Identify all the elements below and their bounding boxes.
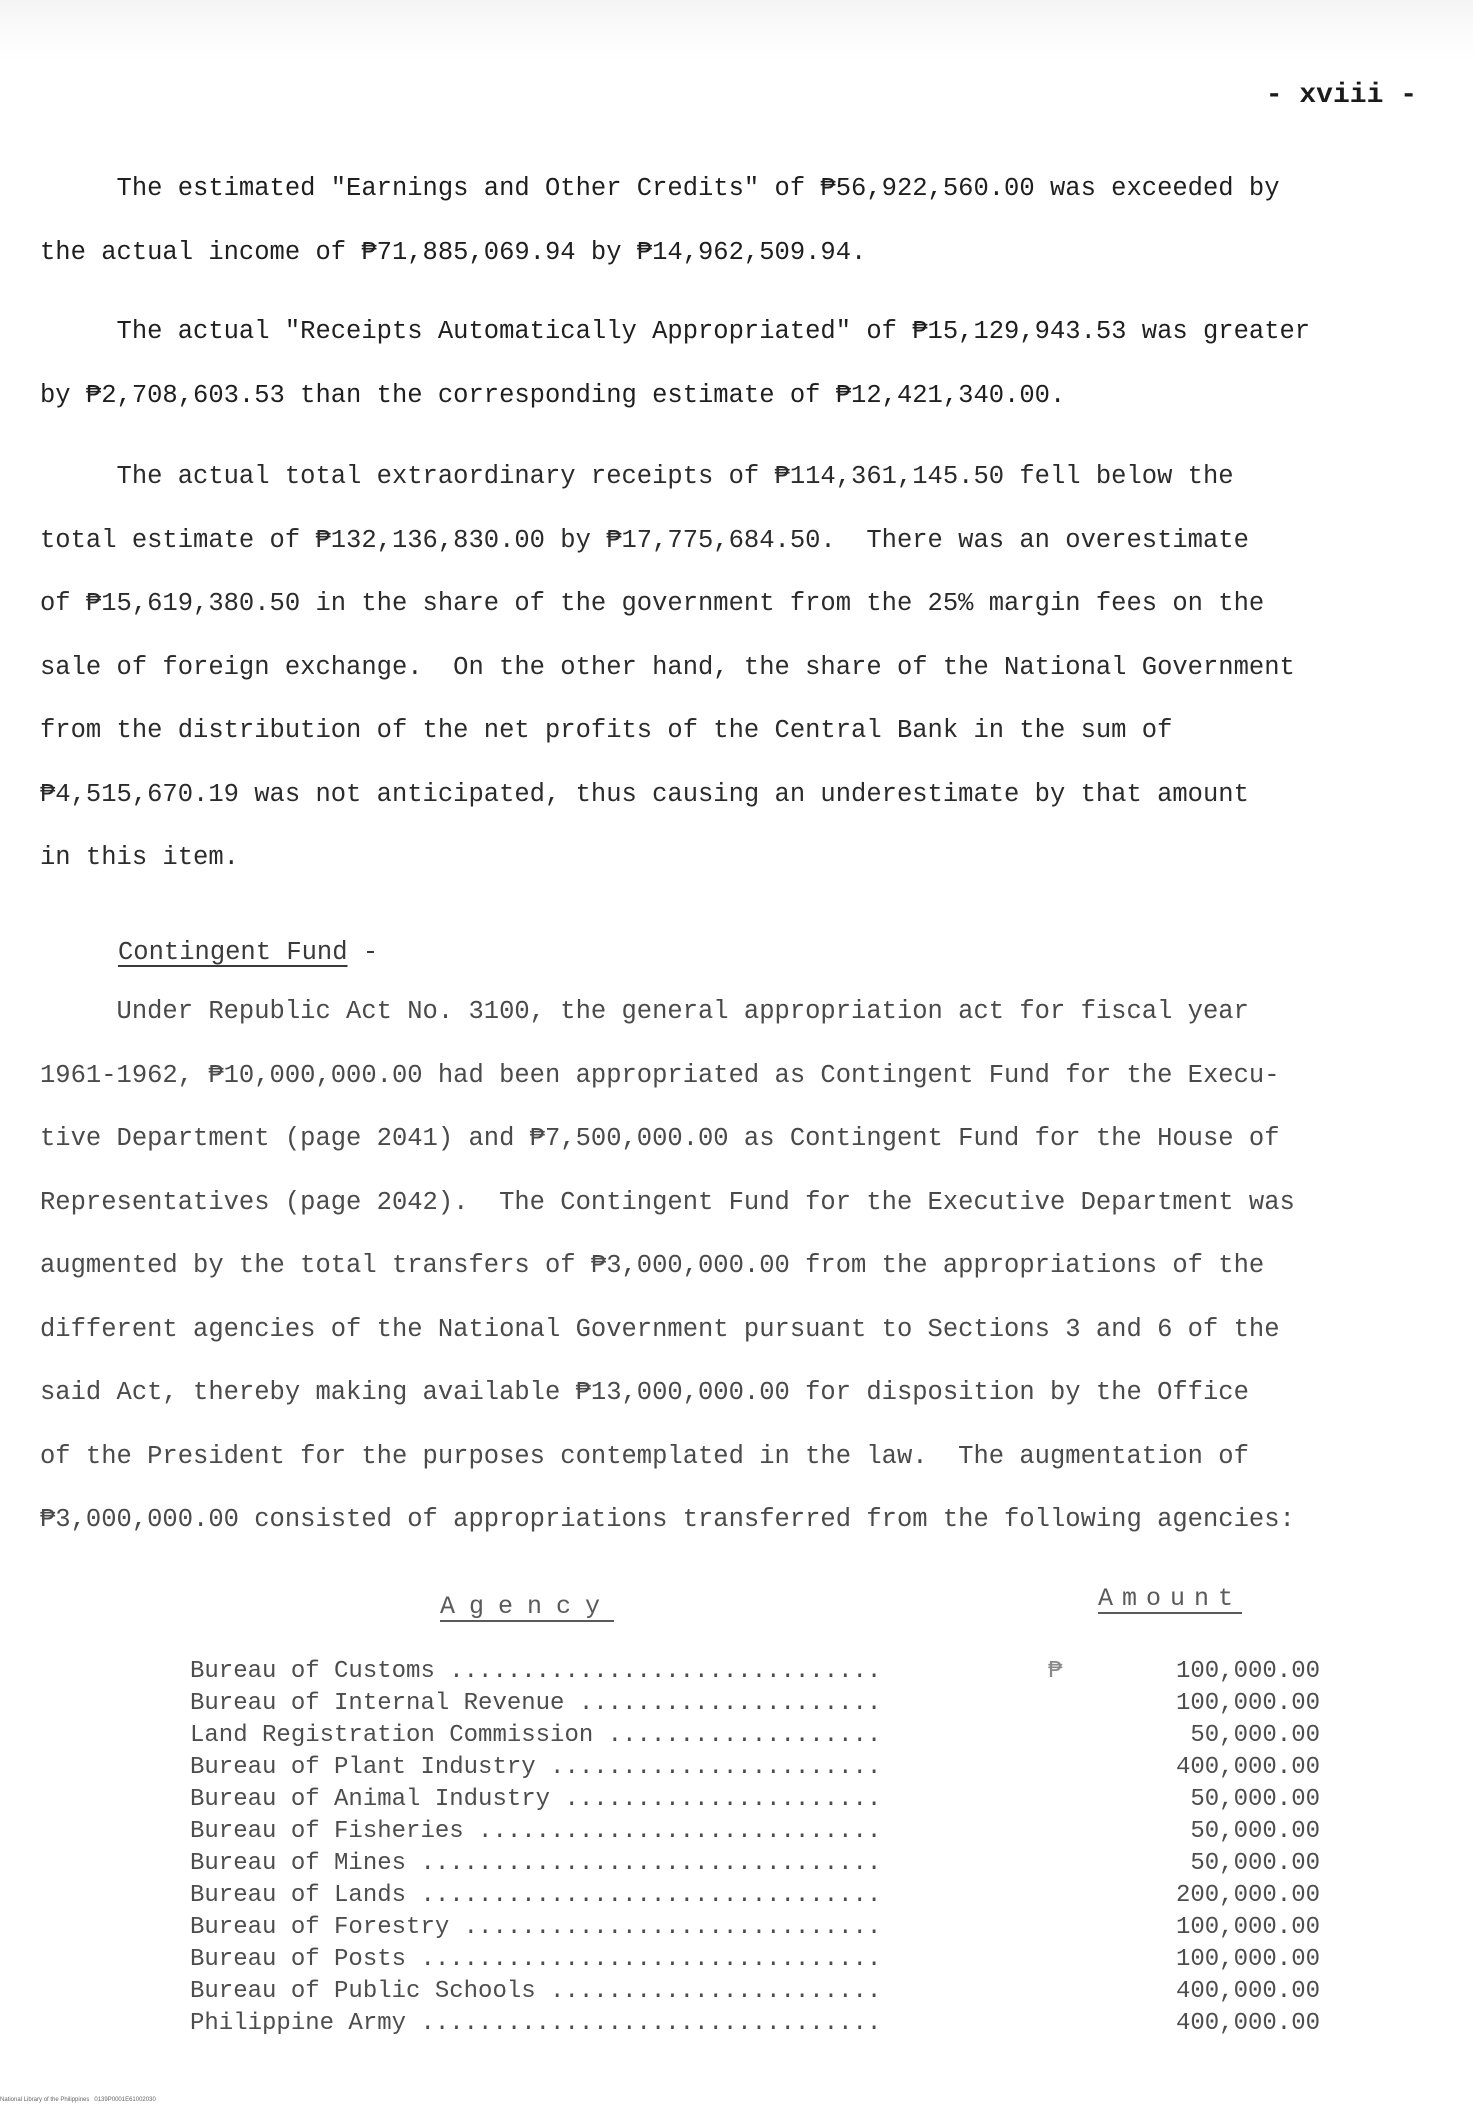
agency-amount: 50,000.00: [1190, 1850, 1320, 1877]
agency-name: Bureau of Lands ................................: [190, 1882, 882, 1909]
text-line: from the distribution of the net profits of the Central Bank in the sum of: [40, 716, 1173, 745]
section-heading: [118, 938, 378, 967]
agency-amount: 50,000.00: [1190, 1818, 1320, 1845]
table-row: [190, 1848, 1320, 1880]
table-row: [190, 1784, 1320, 1816]
text-line: augmented by the total transfers of ₱3,000,000.00 from the appropriations of the: [40, 1251, 1265, 1280]
agency-name: Bureau of Animal Industry ......................: [190, 1786, 882, 1813]
text-line: ₱4,515,670.19 was not anticipated, thus causing an underestimate by that amount: [40, 779, 1249, 809]
paragraph-receipts: [40, 300, 1420, 427]
agency-name: Bureau of Posts ................................: [190, 1946, 882, 1973]
text-line: sale of foreign exchange. On the other hand, the share of the National Government: [40, 652, 1295, 682]
text-line: different agencies of the National Government pursuant to Sections 3 and 6 of the: [40, 1314, 1280, 1344]
text-line: ₱3,000,000.00 consisted of appropriations transferred from the following agencies:: [40, 1505, 1295, 1534]
text-line: 1961-1962, ₱10,000,000.00 had been appropriated as Contingent Fund for the Execu-: [40, 1060, 1280, 1090]
section-heading-title: Contingent Fund: [118, 938, 348, 967]
table-row: [190, 1656, 1320, 1688]
text-line: total estimate of ₱132,136,830.00 by ₱17,775,684.50. There was an overestimate: [40, 525, 1249, 555]
table-row: [190, 1976, 1320, 2008]
text-line: The actual "Receipts Automatically Appropriated" of ₱15,129,943.53 was greater: [40, 317, 1311, 346]
text-line: of the President for the purposes contemplated in the law. The augmentation of: [40, 1441, 1249, 1471]
agency-name: Philippine Army ................................: [190, 2010, 882, 2037]
agency-amount: 200,000.00: [1175, 1882, 1320, 1909]
agency-amount: 100,000.00: [1175, 1690, 1320, 1717]
table-row: [190, 2008, 1320, 2040]
text-line: The estimated "Earnings and Other Credits" of ₱56,922,560.00 was exceeded by: [40, 174, 1280, 203]
section-heading-suffix: -: [347, 938, 379, 967]
amount-column-header: Amount: [1098, 1584, 1243, 1613]
agency-name: Bureau of Plant Industry .......................: [190, 1754, 882, 1781]
table-row: [190, 1752, 1320, 1784]
agency-amount: 400,000.00: [1175, 1754, 1320, 1781]
agency-amount: 100,000.00: [1175, 1658, 1320, 1685]
agency-amount: 400,000.00: [1175, 1978, 1320, 2005]
agency-name: Bureau of Forestry .............................: [190, 1914, 882, 1941]
text-line: Representatives (page 2042). The Contingent Fund for the Executive Department was: [40, 1187, 1295, 1217]
agency-column-header: Agency: [440, 1592, 615, 1621]
agency-name: Bureau of Fisheries ............................: [190, 1818, 882, 1845]
page-number: - xviii -: [1265, 80, 1417, 111]
archive-footer: National Library of the Philippines 0139P0001E61002030: [0, 2097, 156, 2103]
agency-name: Bureau of Internal Revenue .....................: [190, 1690, 882, 1717]
text-line: The actual total extraordinary receipts of ₱114,361,145.50 fell below the: [40, 462, 1234, 491]
text-line: the actual income of ₱71,885,069.94 by ₱14,962,509.94.: [40, 237, 867, 267]
text-line: in this item.: [40, 843, 239, 872]
agency-name: Bureau of Mines ................................: [190, 1850, 882, 1877]
table-row: [190, 1880, 1320, 1912]
table-row: [190, 1816, 1320, 1848]
agency-amount: 400,000.00: [1175, 2010, 1320, 2037]
agency-amount: 100,000.00: [1175, 1914, 1320, 1941]
table-row: [190, 1912, 1320, 1944]
table-row: [190, 1720, 1320, 1752]
agency-name: Bureau of Customs ..............................: [190, 1658, 882, 1685]
agency-name: Bureau of Public Schools .......................: [190, 1978, 882, 2005]
paragraph-earnings: [40, 157, 1420, 284]
agency-amount: 50,000.00: [1190, 1722, 1320, 1749]
table-row: [190, 1944, 1320, 1976]
text-line: said Act, thereby making available ₱13,000,000.00 for disposition by the Office: [40, 1378, 1249, 1407]
currency-symbol: ₱: [1048, 1658, 1063, 1685]
agency-amount: 50,000.00: [1190, 1786, 1320, 1813]
text-line: Under Republic Act No. 3100, the general appropriation act for fiscal year: [40, 997, 1249, 1026]
text-line: by ₱2,708,603.53 than the corresponding estimate of ₱12,421,340.00.: [40, 380, 1066, 410]
paragraph-contingent-fund: [40, 980, 1420, 1552]
paragraph-extraordinary-receipts: [40, 445, 1420, 890]
agency-amount: 100,000.00: [1175, 1946, 1320, 1973]
agency-amount-table: [190, 1656, 1320, 2040]
table-row: [190, 1688, 1320, 1720]
agency-name: Land Registration Commission ...................: [190, 1722, 882, 1749]
text-line: of ₱15,619,380.50 in the share of the government from the 25% margin fees on the: [40, 589, 1265, 618]
text-line: tive Department (page 2041) and ₱7,500,000.00 as Contingent Fund for the House of: [40, 1124, 1280, 1153]
